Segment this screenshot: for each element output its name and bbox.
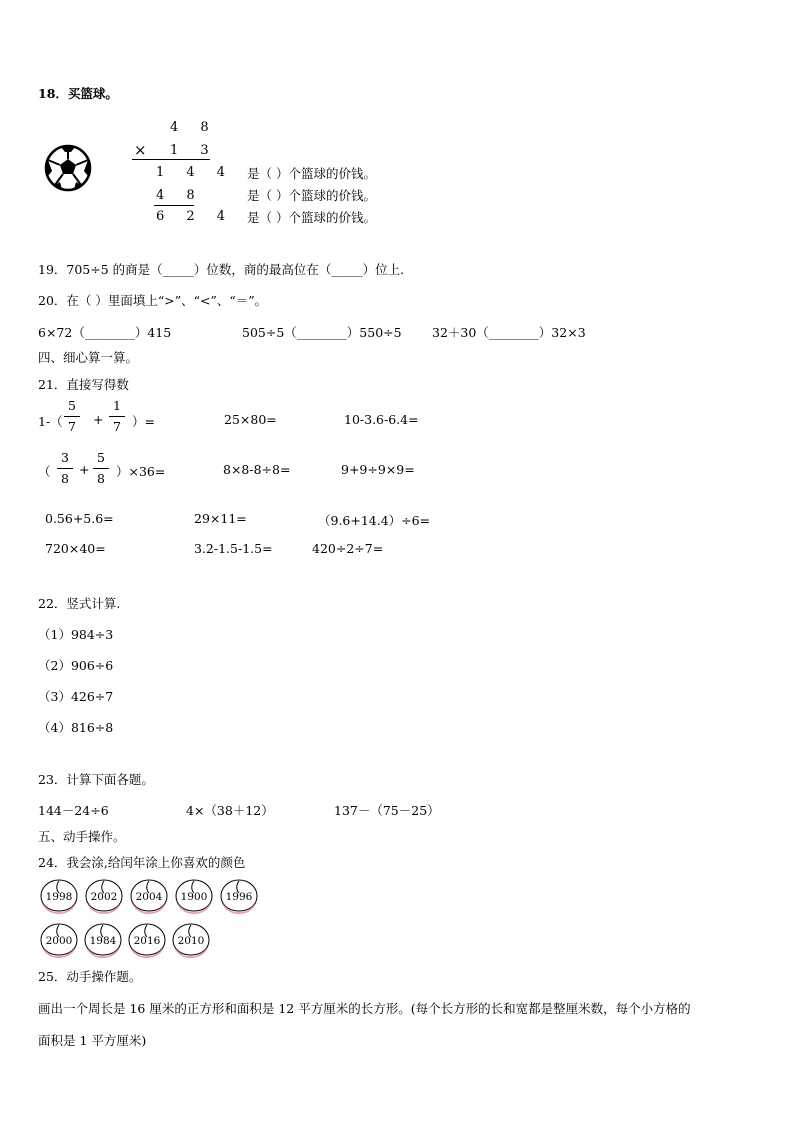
q21-r1-a-suffix: ）= (132, 414, 155, 429)
q24-title: 24．我会涂,给闰年涂上你喜欢的颜色 (38, 855, 246, 870)
q21-r4-a: 720×40= (45, 541, 106, 556)
q21-r2-a-prefix: （ (38, 464, 51, 479)
q18-blank-2: 是（ ）个篮球的价钱。 (247, 188, 376, 203)
mult-sign: × (134, 141, 147, 159)
fraction-denominator: 7 (68, 419, 76, 434)
fraction-denominator: 8 (61, 471, 69, 486)
mult-row3: 6 2 4 (156, 209, 235, 224)
fraction-denominator: 8 (97, 471, 105, 486)
peach-year-item[interactable] (218, 876, 260, 912)
q21-r4-c: 420÷2÷7= (312, 541, 384, 556)
q21-r1-a-op: + (93, 412, 104, 427)
q18-blank-1: 是（ ）个篮球的价钱。 (247, 166, 376, 181)
section-5-heading: 五、动手操作。 (38, 829, 126, 844)
peach-year-label: 2004 (135, 891, 163, 903)
peach-year-item[interactable] (82, 920, 124, 956)
q21-title: 21．直接写得数 (38, 377, 129, 392)
q23-item: 144－24÷6 (38, 803, 109, 818)
q21-r2-c: 9+9÷9×9= (341, 462, 415, 477)
fraction-denominator: 7 (113, 419, 121, 434)
mult-bottom: 1 3 (170, 143, 218, 158)
peach-year-item[interactable] (83, 876, 125, 912)
q21-r3-c: （9.6+14.4）÷6= (318, 513, 431, 528)
q21-r1-a-prefix: 1-（ (38, 414, 63, 429)
mult-row1: 1 4 4 (156, 165, 235, 180)
q21-r2-b: 8×8-8÷8= (223, 462, 291, 477)
q22-item: （1）984÷3 (38, 627, 114, 642)
q22-title: 22．竖式计算. (38, 596, 121, 611)
q18-title: 18．买篮球。 (38, 86, 118, 101)
peach-year-label: 2002 (90, 891, 118, 903)
q21-r2-a-op: + (79, 462, 90, 477)
q20-item: 505÷5（________）550÷5 (242, 325, 402, 340)
q25-title: 25．动手操作题。 (38, 969, 142, 984)
q18-blank-3: 是（ ）个篮球的价钱。 (247, 210, 376, 225)
q20-item: 32＋30（________）32×3 (432, 325, 586, 340)
peach-year-label: 2016 (133, 935, 161, 947)
q23-item: 137－（75－25） (334, 803, 440, 818)
mult-top: 4 8 (170, 120, 218, 135)
peach-year-item[interactable] (38, 876, 80, 912)
q21-r1-c: 10-3.6-6.4= (344, 412, 419, 427)
q22-item: （3）426÷7 (38, 689, 114, 704)
q21-r3-b: 29×11= (194, 511, 247, 526)
q21-r2-a-suffix: ）×36= (116, 464, 166, 479)
q22-item: （2）906÷6 (38, 658, 114, 673)
peach-year-item[interactable] (126, 920, 168, 956)
fraction-numerator: 5 (97, 450, 105, 465)
peach-year-label: 2000 (45, 935, 73, 947)
peach-year-item[interactable] (128, 876, 170, 912)
q21-r1-b: 25×80= (224, 412, 277, 427)
fraction (93, 450, 109, 487)
fraction-numerator: 1 (113, 398, 121, 413)
q21-r4-b: 3.2-1.5-1.5= (194, 541, 273, 556)
peach-year-item[interactable] (173, 876, 215, 912)
peach-year-label: 1900 (180, 891, 208, 903)
q20-item: 6×72（________）415 (38, 325, 172, 340)
q25-line-2: 面积是 1 平方厘米) (38, 1033, 147, 1048)
fraction (57, 450, 73, 487)
q22-item: （4）816÷8 (38, 720, 114, 735)
mult-line (132, 159, 210, 160)
mult-row2: 4 8 (156, 188, 204, 203)
fraction-numerator: 5 (68, 398, 76, 413)
q25-line-1: 画出一个周长是 16 厘米的正方形和面积是 12 平方厘米的长方形。(每个长方形的长和宽都是整厘米数，每个小方格的 (38, 1001, 691, 1016)
peach-year-item[interactable] (38, 920, 80, 956)
fraction (109, 398, 125, 435)
section-4-heading: 四、细心算一算。 (38, 350, 139, 365)
peach-year-label: 1996 (225, 891, 253, 903)
q23-item: 4×（38＋12） (186, 803, 274, 818)
fraction-numerator: 3 (61, 450, 69, 465)
mult-line-2 (154, 205, 194, 206)
q20-text: 20．在（ ）里面填上“>”、“<”、“＝”。 (38, 293, 268, 308)
q21-r3-a: 0.56+5.6= (45, 511, 114, 526)
q23-title: 23．计算下面各题。 (38, 772, 154, 787)
peach-year-item[interactable] (170, 920, 212, 956)
soccer-ball-icon (44, 144, 92, 192)
fraction (64, 398, 80, 435)
peach-year-label: 1984 (89, 935, 117, 947)
q19-text: 19．705÷5 的商是（_____）位数，商的最高位在（_____）位上. (38, 262, 405, 277)
peach-year-label: 2010 (177, 935, 205, 947)
peach-year-label: 1998 (45, 891, 73, 903)
